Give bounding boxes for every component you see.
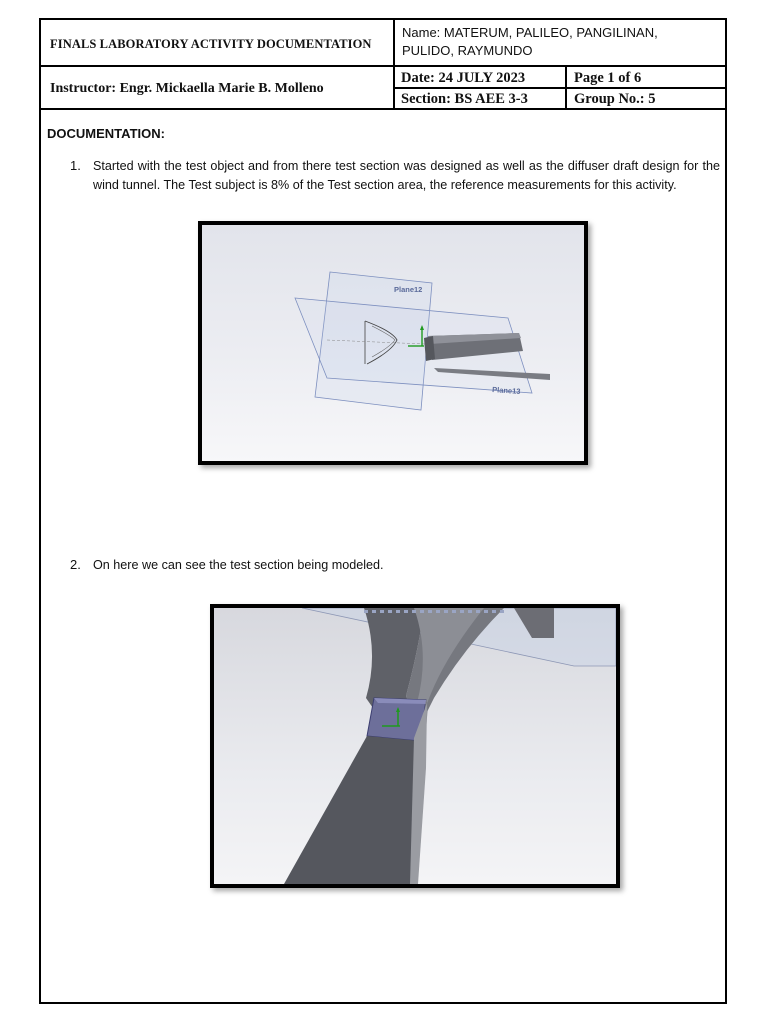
- title-cell: [39, 18, 395, 67]
- test-section-model-figure: [210, 604, 620, 888]
- page-number: Page 1 of 6: [574, 70, 642, 86]
- instructor-name: Instructor: Engr. Mickaella Marie B. Molleno: [50, 81, 324, 96]
- page-cell: [565, 65, 727, 89]
- documentation-heading: DOCUMENTATION:: [47, 126, 165, 141]
- date-text: Date: 24 JULY 2023: [401, 70, 526, 86]
- plane-label-top: Plane12: [394, 285, 423, 294]
- wind-tunnel-planes-figure: [198, 221, 588, 465]
- section-text: Section: BS AEE 3-3: [401, 91, 528, 107]
- document-title: FINALS LABORATORY ACTIVITY DOCUMENTATION: [50, 37, 372, 51]
- group-cell: [565, 87, 727, 110]
- plane-label-bottom: Plane13: [491, 385, 521, 396]
- section-cell: [393, 87, 567, 110]
- list-item-number: 2.: [70, 557, 81, 572]
- instructor-cell: [39, 65, 395, 110]
- diffuser-left: [284, 736, 420, 884]
- list-item-number: 1.: [70, 158, 81, 173]
- group-members: Name: MATERUM, PALILEO, PANGILINAN, PULIDO, RAYMUNDO: [402, 25, 658, 58]
- cad-model-sketch-1: [202, 225, 584, 461]
- names-cell: [393, 18, 727, 67]
- date-cell: [393, 65, 567, 89]
- list-item-text: Started with the test object and from there test section was designed as well as the diffuser draft design for the wind tunnel. The Test subject is 8% of the Test section area, the reference measurements for this activity.: [93, 159, 720, 192]
- list-item-text: On here we can see the test section being modeled.: [93, 558, 384, 572]
- group-number: Group No.: 5: [574, 91, 656, 107]
- cad-model-sketch-2: [214, 608, 616, 884]
